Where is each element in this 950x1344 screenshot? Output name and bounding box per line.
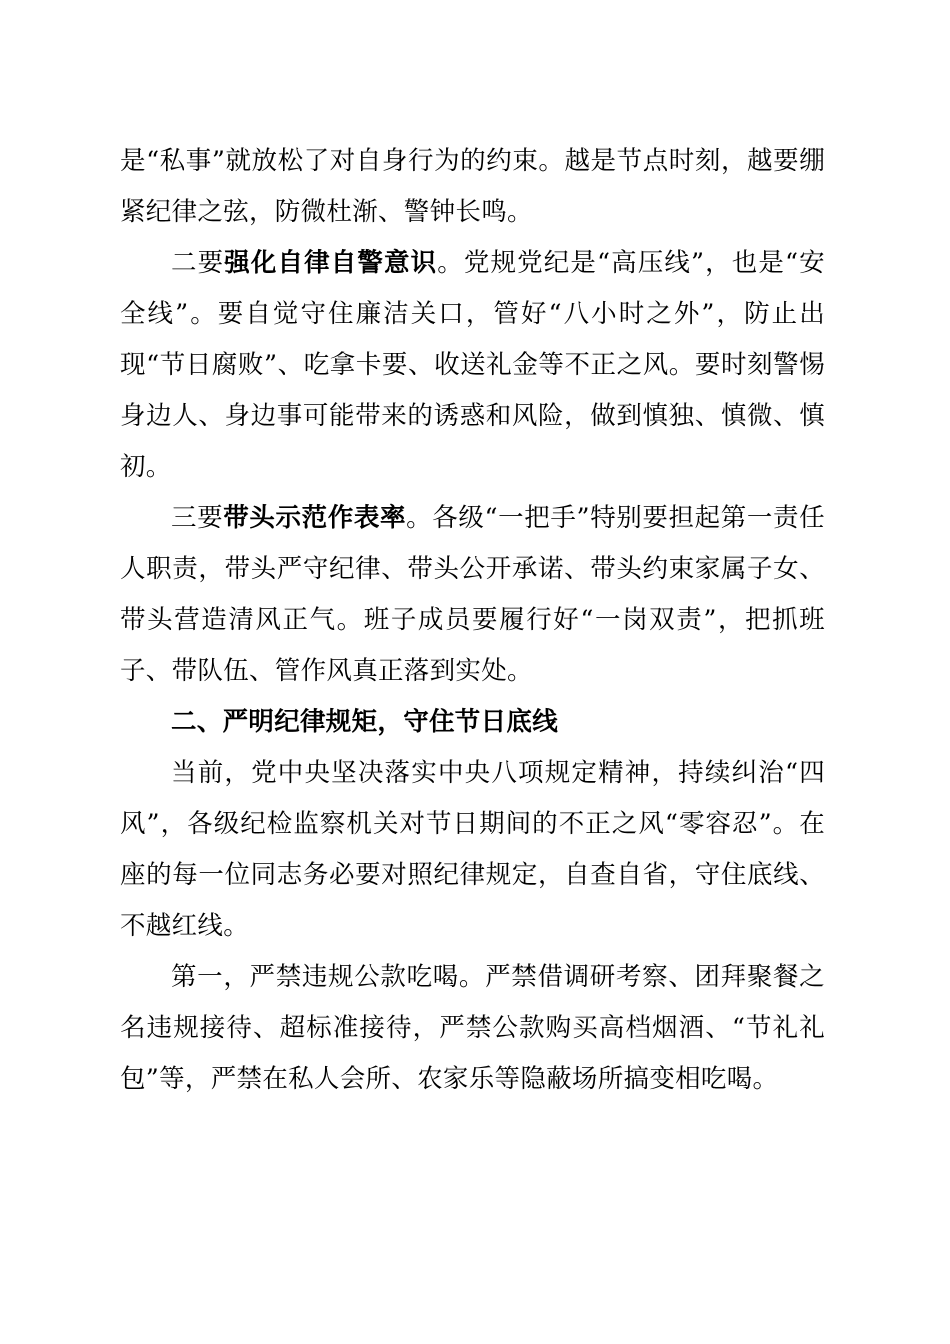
paragraph-self-discipline [120,238,825,493]
section-heading: 二、严明纪律规矩，守住节日底线 [171,707,559,737]
paragraph-text: 。党规党纪是“高压线”，也是“安全线”。要自觉守住廉洁关口，管好“八小时之外”，防止出现“节日腐败”、吃拿卡要、收送礼金等不正之风。要时刻警惕身边人、身边事可能带来的诱惑和风险，做到慎独、慎微、慎初。 [120,248,825,482]
document-body [120,136,825,1105]
paragraph-rule-one: 第一，严禁违规公款吃喝。严禁借调研考察、团拜聚餐之名违规接待、超标准接待，严禁公款购买高档烟酒、“节礼礼包”等，严禁在私人会所、农家乐等隐蔽场所搞变相吃喝。 [120,962,825,1094]
paragraph-continuation: 是“私事”就放松了对自身行为的约束。越是节点时刻，越要绷紧纪律之弦，防微杜渐、警钟长鸣。 [120,146,825,227]
paragraph-lead: 二要 [171,248,225,278]
emphasis-text: 带头示范作表率 [223,503,407,533]
emphasis-text: 强化自律自警意识 [224,248,438,278]
paragraph-lead: 三要 [171,503,224,533]
paragraph-current-situation: 当前，党中央坚决落实中央八项规定精神，持续纠治“四风”，各级纪检监察机关对节日期间的不正之风“零容忍”。在座的每一位同志务必要对照纪律规定，自查自省，守住底线、不越红线。 [120,758,825,941]
paragraph-lead-by-example [120,493,825,697]
paragraph-text: 。各级“一把手”特别要担起第一责任人职责，带头严守纪律、带头公开承诺、带头约束家属子女、带头营造清风正气。班子成员要履行好“一岗双责”，把抓班子、带队伍、管作风真正落到实处。 [120,503,825,686]
